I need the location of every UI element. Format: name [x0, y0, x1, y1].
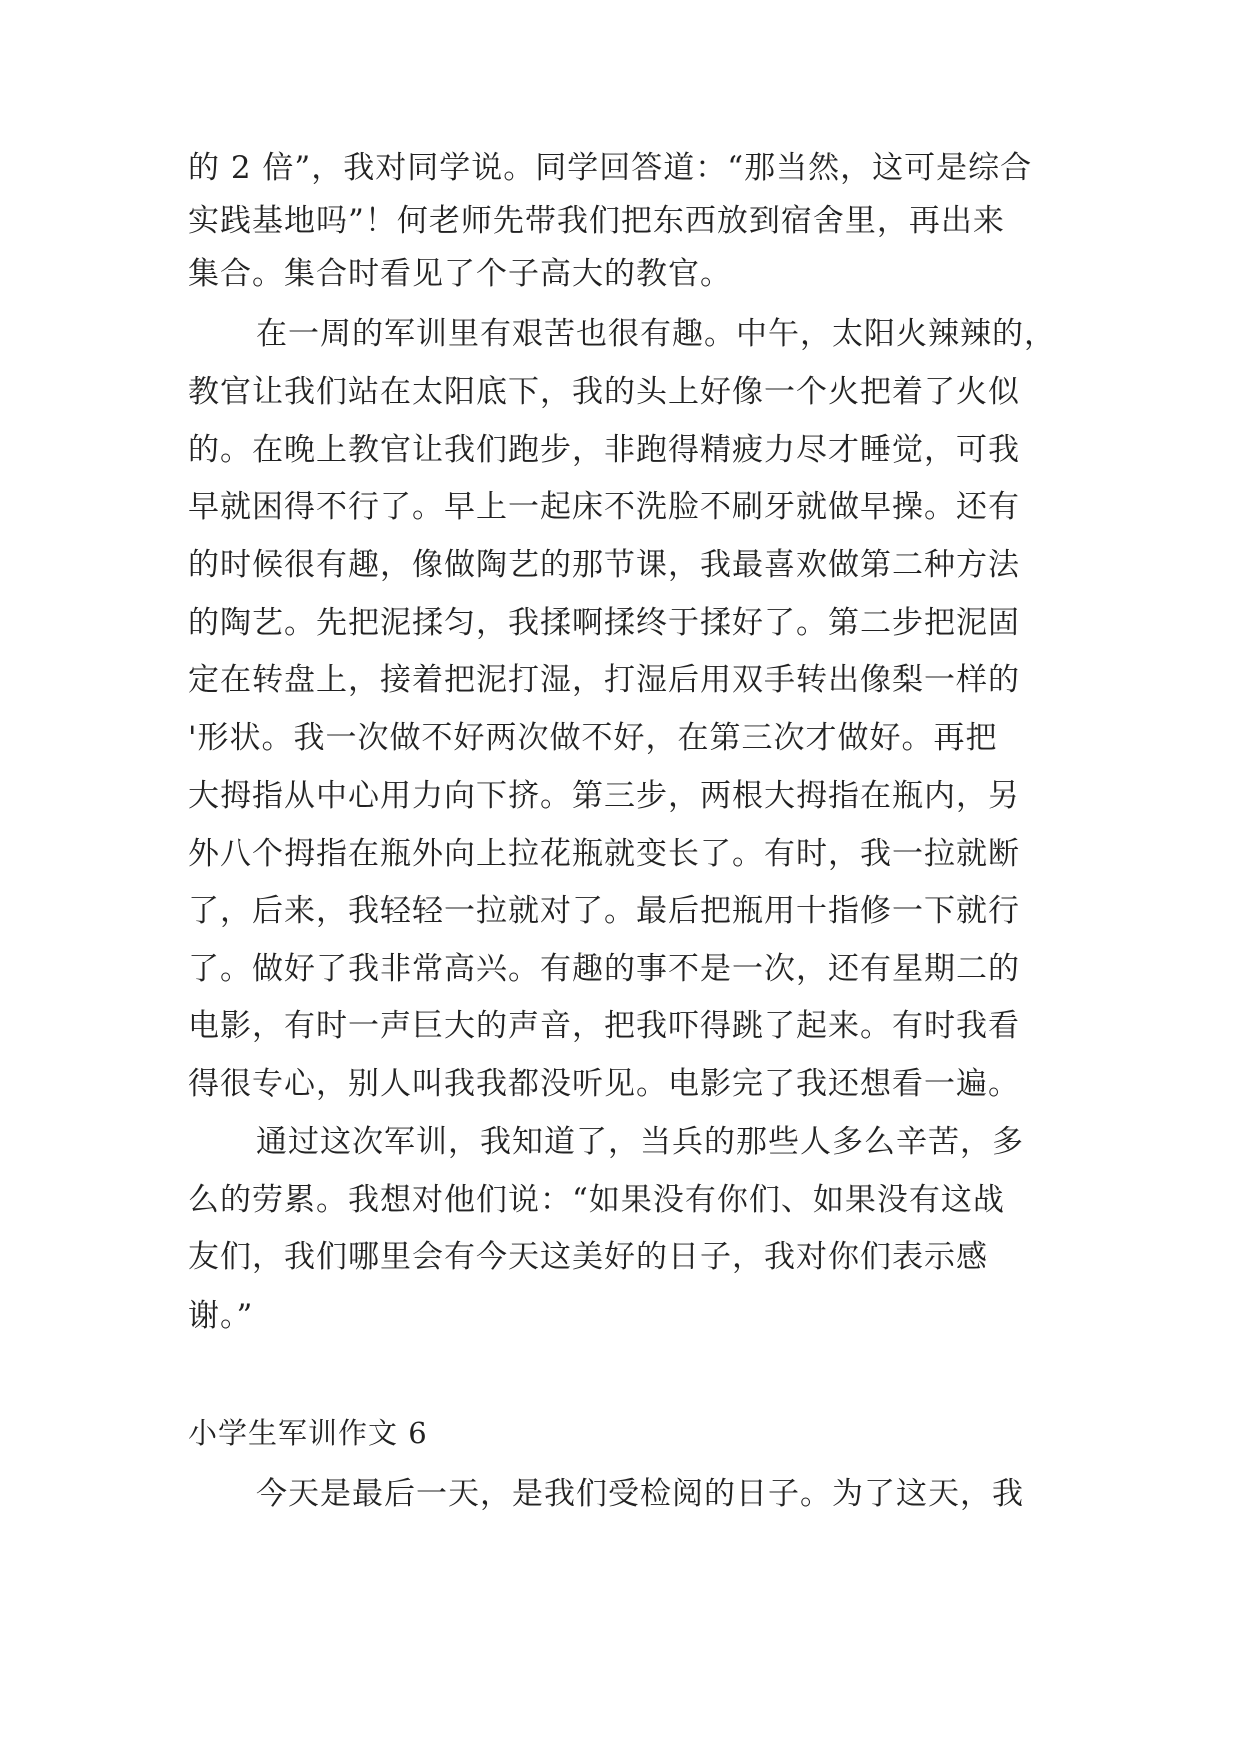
text-line-13: 外八个拇指在瓶外向上拉花瓶就变长了。有时，我一拉就断 [188, 836, 1020, 872]
text-line-3: 集合。集合时看见了个子高大的教官。 [188, 256, 732, 292]
text-line-15: 了。做好了我非常高兴。有趣的事不是一次，还有星期二的 [188, 951, 1020, 987]
text-line-5: 教官让我们站在太阳底下，我的头上好像一个火把着了火似 [188, 374, 1020, 410]
text-line-1: 的 2 倍”，我对同学说。同学回答道：“那当然，这可是综合 [188, 150, 1033, 186]
text-line-12: 大拇指从中心用力向下挤。第三步，两根大拇指在瓶内，另 [188, 778, 1020, 814]
text-line-10: 定在转盘上，接着把泥打湿，打湿后用双手转出像梨一样的 [188, 662, 1020, 698]
text-line-22: 今天是最后一天，是我们受检阅的日子。为了这天，我 [256, 1476, 1024, 1512]
text-line-16: 电影，有时一声巨大的声音，把我吓得跳了起来。有时我看 [188, 1008, 1020, 1044]
text-line-20: 友们，我们哪里会有今天这美好的日子，我对你们表示感 [188, 1239, 988, 1275]
text-line-19: 么的劳累。我想对他们说：“如果没有你们、如果没有这战 [188, 1182, 1005, 1218]
text-line-18: 通过这次军训，我知道了，当兵的那些人多么辛苦，多 [256, 1124, 1024, 1160]
text-line-14: 了，后来，我轻轻一拉就对了。最后把瓶用十指修一下就行 [188, 893, 1020, 929]
text-line-7: 早就困得不行了。早上一起床不洗脸不刷牙就做早操。还有 [188, 489, 1020, 525]
text-line-6: 的。在晚上教官让我们跑步，非跑得精疲力尽才睡觉，可我 [188, 432, 1020, 468]
text-line-11: '形状。我一次做不好两次做不好，在第三次才做好。再把 [188, 720, 998, 756]
text-line-21: 谢。” [188, 1298, 254, 1334]
text-line-17: 得很专心，别人叫我我都没听见。电影完了我还想看一遍。 [188, 1066, 1020, 1102]
section-title: 小学生军训作文 6 [188, 1416, 428, 1450]
text-line-9: 的陶艺。先把泥揉匀，我揉啊揉终于揉好了。第二步把泥固 [188, 605, 1020, 641]
text-line-4: 在一周的军训里有艰苦也很有趣。中午，太阳火辣辣的， [256, 316, 1056, 352]
text-line-8: 的时候很有趣，像做陶艺的那节课，我最喜欢做第二种方法 [188, 547, 1020, 583]
text-line-2: 实践基地吗”！何老师先带我们把东西放到宿舍里，再出来 [188, 203, 1005, 239]
